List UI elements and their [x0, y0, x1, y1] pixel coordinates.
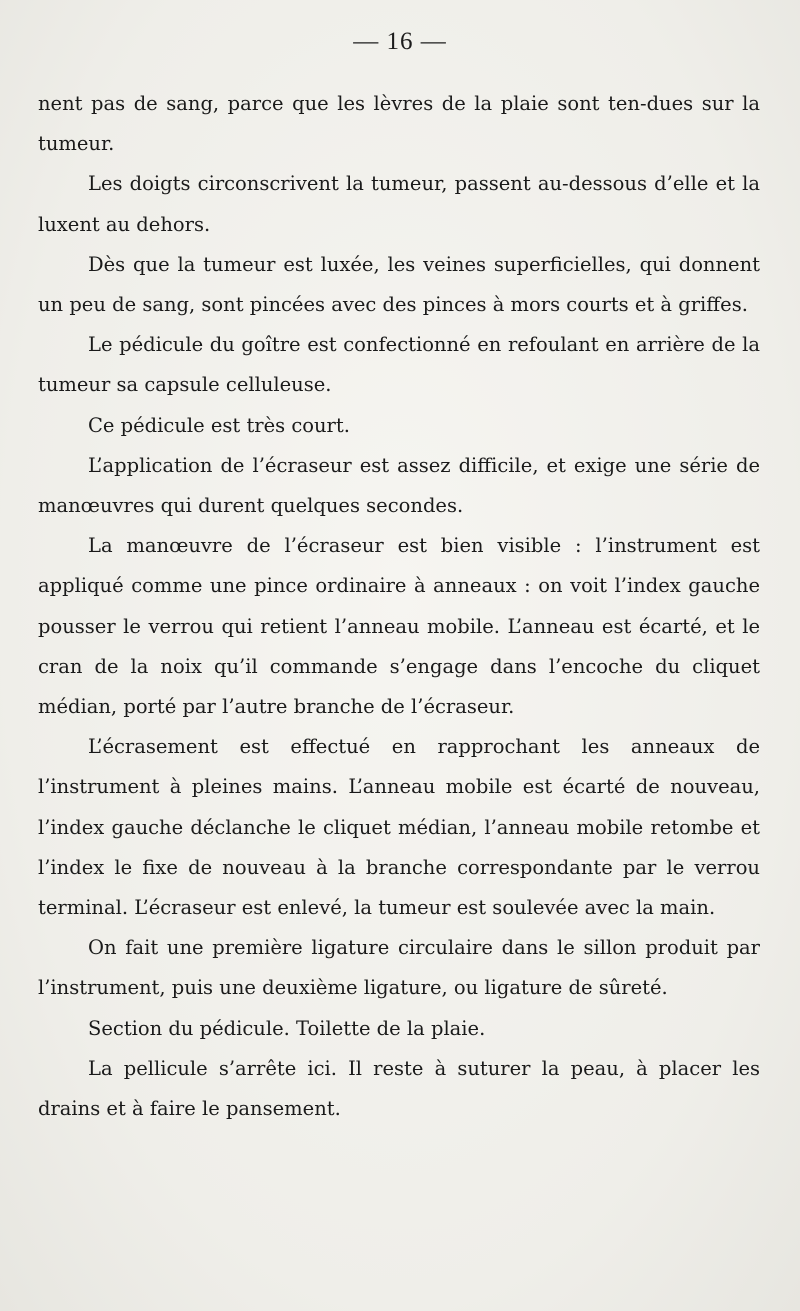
page-body-text [38, 84, 760, 1129]
paragraph: L’écrasement est effectué en rapprochant les anneaux de l’instrument à pleines mains. L’anneau mobile est écarté de nouveau, l’index gauche déclanche le cliquet médian, l’anneau mobile retombe et l’index le fixe de nouveau à la branche correspondante par le verrou terminal. L’écraseur est enlevé, la tumeur est soulevée avec la main. [38, 735, 760, 920]
paragraph: Le pédicule du goître est confectionné en refoulant en arrière de la tumeur sa capsule celluleuse. [38, 333, 760, 397]
paragraph: Ce pédicule est très court. [88, 413, 350, 437]
paragraph: Dès que la tumeur est luxée, les veines superficielles, qui donnent un peu de sang, sont pincées avec des pinces à mors courts et à griffes. [38, 252, 760, 317]
paragraph: La manœuvre de l’écraseur est bien visible : l’instrument est appliqué comme une pince ordinaire à anneaux : on voit l’index gauche pousser le verrou qui retient l’anneau mobile. L’anneau est écarté, et le cran de la noix qu’il commande s’engage dans l’encoche du cliquet médian, porté par l’autre branche de l’écraseur. [38, 534, 760, 719]
paragraph: On fait une première ligature circulaire dans le sillon produit par l’instrument, puis une deuxième ligature, ou ligature de sûreté. [38, 936, 760, 1000]
paragraph: La pellicule s’arrête ici. Il reste à suturer la peau, à placer les drains et à faire le pansement. [38, 1056, 760, 1121]
paragraph: Section du pédicule. Toilette de la plaie. [88, 1016, 486, 1040]
page-number: — 16 — [353, 28, 447, 55]
paragraph-continued: nent pas de sang, parce que les lèvres de la plaie sont ten-dues sur la tumeur. [38, 92, 760, 156]
paragraph: L’application de l’écraseur est assez difficile, et exige une série de manœuvres qui durent quelques secondes. [38, 453, 760, 518]
paragraph: Les doigts circonscrivent la tumeur, passent au-dessous d’elle et la luxent au dehors. [38, 172, 760, 236]
